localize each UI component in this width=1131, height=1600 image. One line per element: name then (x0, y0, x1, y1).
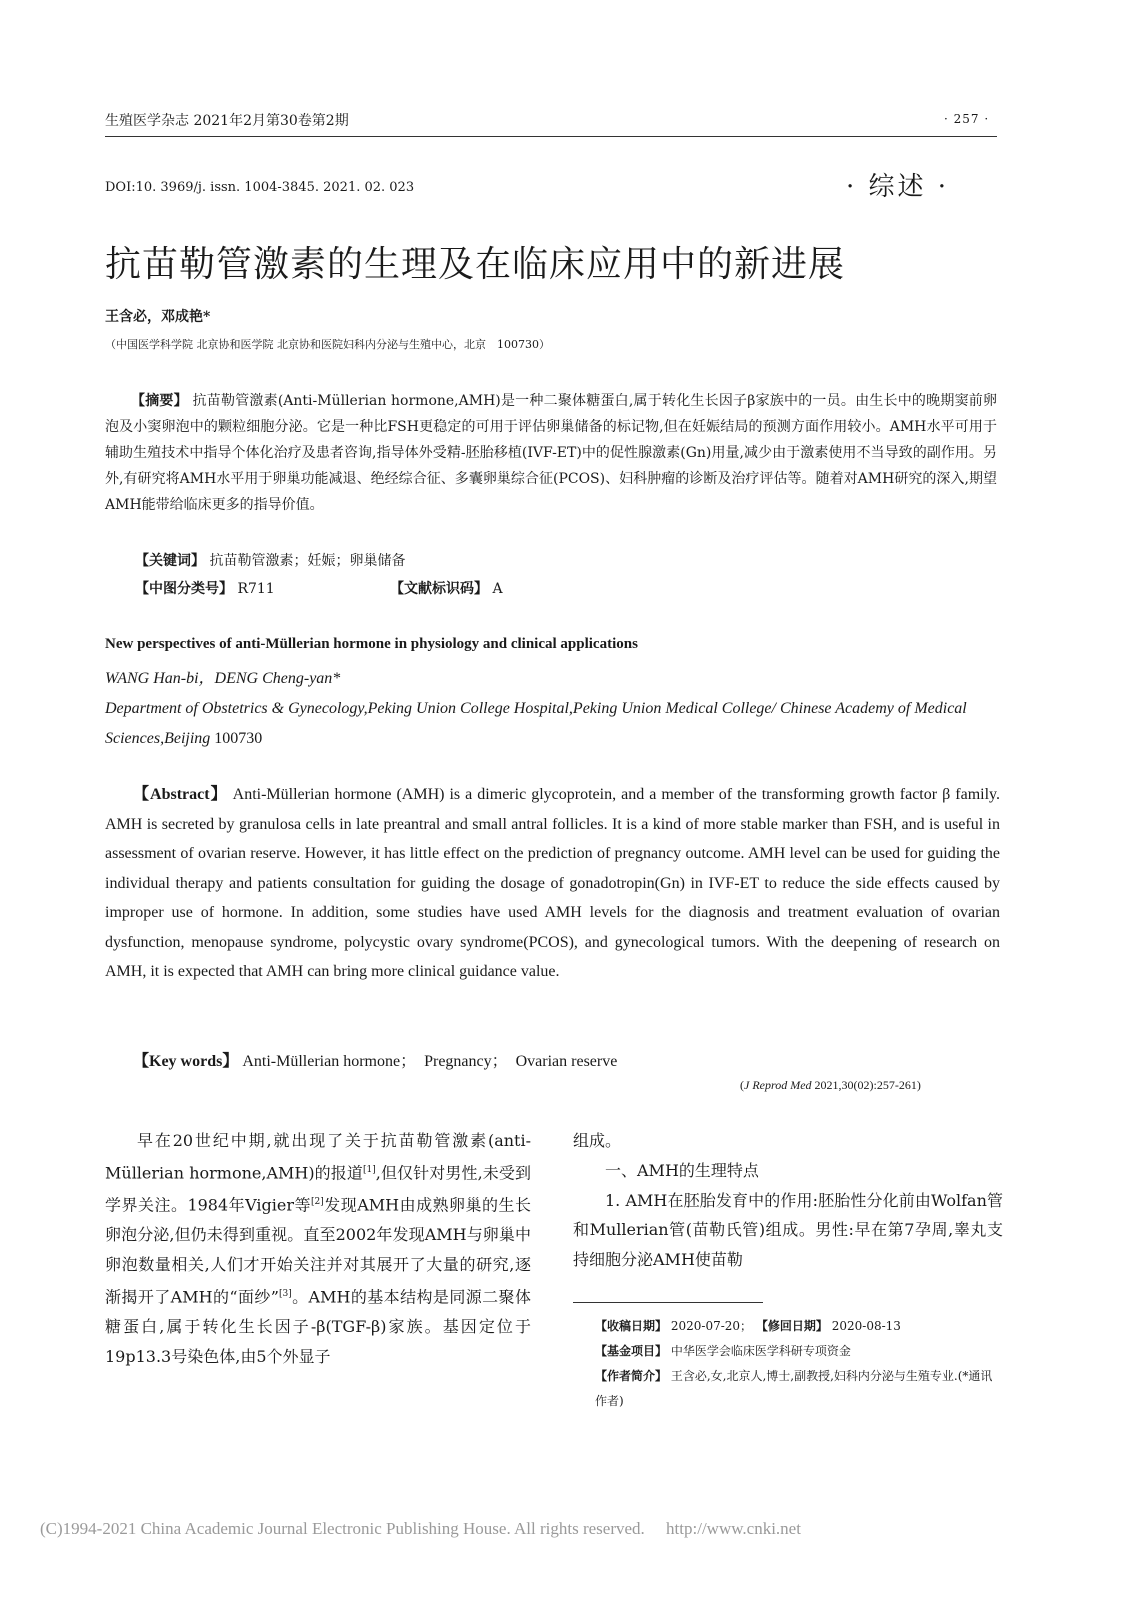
classification-cn (135, 578, 275, 598)
keywords-cn-label: 【关键词】 (135, 553, 205, 569)
doccode-cn (390, 578, 503, 598)
citation (740, 1078, 921, 1093)
keywords-cn-text: 抗苗勒管激素；妊娠；卵巢储备 (209, 553, 406, 569)
author-label: 【作者简介】 (595, 1369, 668, 1383)
body-left-text-1: 早在20世纪中期,就出现了关于抗苗勒管激素(anti-Müllerian hormone,AMH)的报道 (105, 1131, 531, 1183)
keywords-en-label: 【Key words】 (133, 1053, 239, 1070)
footnote-fund (573, 1339, 1003, 1364)
affiliation-en (105, 694, 1005, 754)
footnote-dates (573, 1314, 1003, 1339)
doi: DOI:10. 3969/j. issn. 1004-3845. 2021. 02. 023 (105, 180, 415, 195)
title-cn: 抗苗勒管激素的生理及在临床应用中的新进展 (105, 244, 846, 285)
copyright-watermark: (C)1994-2021 China Academic Journal Electronic Publishing House. All rights reserved. http://www.cnki.net (40, 1519, 801, 1538)
abstract-en-label: 【Abstract】 (133, 786, 228, 803)
body-right-line-1: 组成。 (573, 1131, 622, 1150)
footnote-author (573, 1364, 1003, 1414)
keywords-en (133, 1048, 617, 1071)
citation-journal: J Reprod Med (744, 1078, 812, 1092)
body-left-column (105, 1126, 531, 1371)
reference-3: [3] (278, 1288, 292, 1299)
body-left-text-2: ,但仅针对男性,未受到学界关注。1984年Vigier等 (105, 1163, 531, 1215)
reference-1: [1] (363, 1164, 376, 1175)
received-label: 【收稿日期】 (595, 1319, 668, 1333)
abstract-cn-text: 抗苗勒管激素(Anti-Müllerian hormone,AMH)是一种二聚体糖蛋白,属于转化生长因子β家族中的一员。由生长中的晚期窦前卵泡及小窦卵泡中的颗粒细胞分泌。它是一种比FSH更稳定的可用于评估卵巢储备的标记物,但在妊娠结局的预测方面作用较小。AMH水平可用于辅助生殖技术中指导个体化治疗及患者咨询,指导体外受精-胚胎移植(IVF-ET)中的促性腺激素(Gn)用量,减少由于激素使用不当导致的副作用。另外,有研究将AMH水平用于卵巢功能减退、绝经综合征、多囊卵巢综合征(PCOS)、妇科肿瘤的诊断及治疗评估等。随着对AMH研究的深入,期望AMH能带给临床更多的指导价值。 (105, 393, 998, 513)
affiliation-en-text: Department of Obstetrics & Gynecology,Peking Union College Hospital,Peking Union Medical College/ Chinese Academy of Medical Sciences,Beijing (105, 700, 967, 747)
received-date: 2020-07-20； (670, 1319, 753, 1333)
body-left-text-3: 发现AMH由成熟卵巢的生长卵泡分泌,但仍未得到重视。直至2002年发现AMH与卵巢中卵泡数量相关,人们才开始关注并对其展开了大量的研究,逐渐揭开了AMH的“面纱” (105, 1195, 531, 1306)
classification-cn-label: 【中图分类号】 (135, 581, 233, 597)
doccode-cn-label: 【文献标识码】 (390, 581, 488, 597)
keywords-en-text: Anti-Müllerian hormone； Pregnancy； Ovarian reserve (242, 1053, 618, 1070)
reference-2: [2] (310, 1196, 324, 1207)
authors-cn: 王含必，邓成艳* (105, 309, 211, 325)
title-en: New perspectives of anti-Müllerian hormone in physiology and clinical applications (105, 636, 638, 652)
citation-details: 2021,30(02):257-261) (814, 1078, 921, 1092)
fund-text: 中华医学会临床医学科研专项资金 (670, 1344, 851, 1358)
keywords-cn (135, 550, 405, 570)
abstract-cn (105, 388, 997, 518)
classification-cn-text: R711 (237, 581, 275, 597)
abstract-en-text: Anti-Müllerian hormone (AMH) is a dimeric glycoprotein, and a member of the transforming growth factor β family. AMH is secreted by granulosa cells in late preantral and small antral follicles. It is a kind of more stable marker than FSH, and is useful in assessment of ovarian reserve. However, it has little effect on the prediction of pregnancy outcome. AMH level can be used for guiding the individual therapy and patients consultation for guiding the dosage of gonadotropin(Gn) in IVF-ET to reduce the side effects caused by improper use of hormone. In addition, some studies have used AMH levels for the diagnosis and treatment evaluation of ovarian dysfunction, menopause syndrome, polycystic ovary syndrome(PCOS), and gynecological tumors. With the deepening of research on AMH, it is expected that AMH can bring more clinical guidance value. (105, 786, 1000, 980)
body-right-column (573, 1126, 1003, 1275)
fund-label: 【基金项目】 (595, 1344, 668, 1358)
footnote-rule (573, 1302, 763, 1303)
doccode-cn-text: A (492, 581, 503, 597)
abstract-en (105, 780, 1000, 987)
revised-date: 2020-08-13 (831, 1319, 901, 1333)
journal-header: 生殖医学杂志 2021年2月第30卷第2期 (105, 113, 349, 129)
revised-label: 【修回日期】 (755, 1319, 828, 1333)
citation-open: ( (740, 1078, 744, 1092)
author-text: 王含必,女,北京人,博士,副教授,妇科内分泌与生殖专业.(*通讯作者) (595, 1369, 993, 1408)
authors-en: WANG Han-bi，DENG Cheng-yan* (105, 670, 341, 687)
footnotes (573, 1314, 1003, 1414)
affiliation-en-postcode: 100730 (214, 730, 263, 747)
section-label: · 综述 · (846, 172, 950, 202)
abstract-cn-label: 【摘要】 (131, 393, 188, 409)
affiliation-cn: （中国医学科学院 北京协和医学院 北京协和医院妇科内分泌与生殖中心，北京 100730） (105, 338, 550, 351)
body-right-paragraph: 1. AMH在胚胎发育中的作用:胚胎性分化前由Wolfan管和Mullerian管(苗勒氏管)组成。男性:早在第7孕周,睾丸支持细胞分泌AMH使苗勒 (573, 1190, 1003, 1270)
page-number: · 257 · (944, 112, 990, 126)
section-heading: 一、AMH的生理特点 (605, 1160, 759, 1180)
header-rule (105, 136, 997, 137)
body-left-text-4: 。AMH的基本结构是同源二聚体糖蛋白,属于转化生长因子-β(TGF-β)家族。基因定位于19p13.3号染色体,由5个外显子 (105, 1286, 531, 1366)
